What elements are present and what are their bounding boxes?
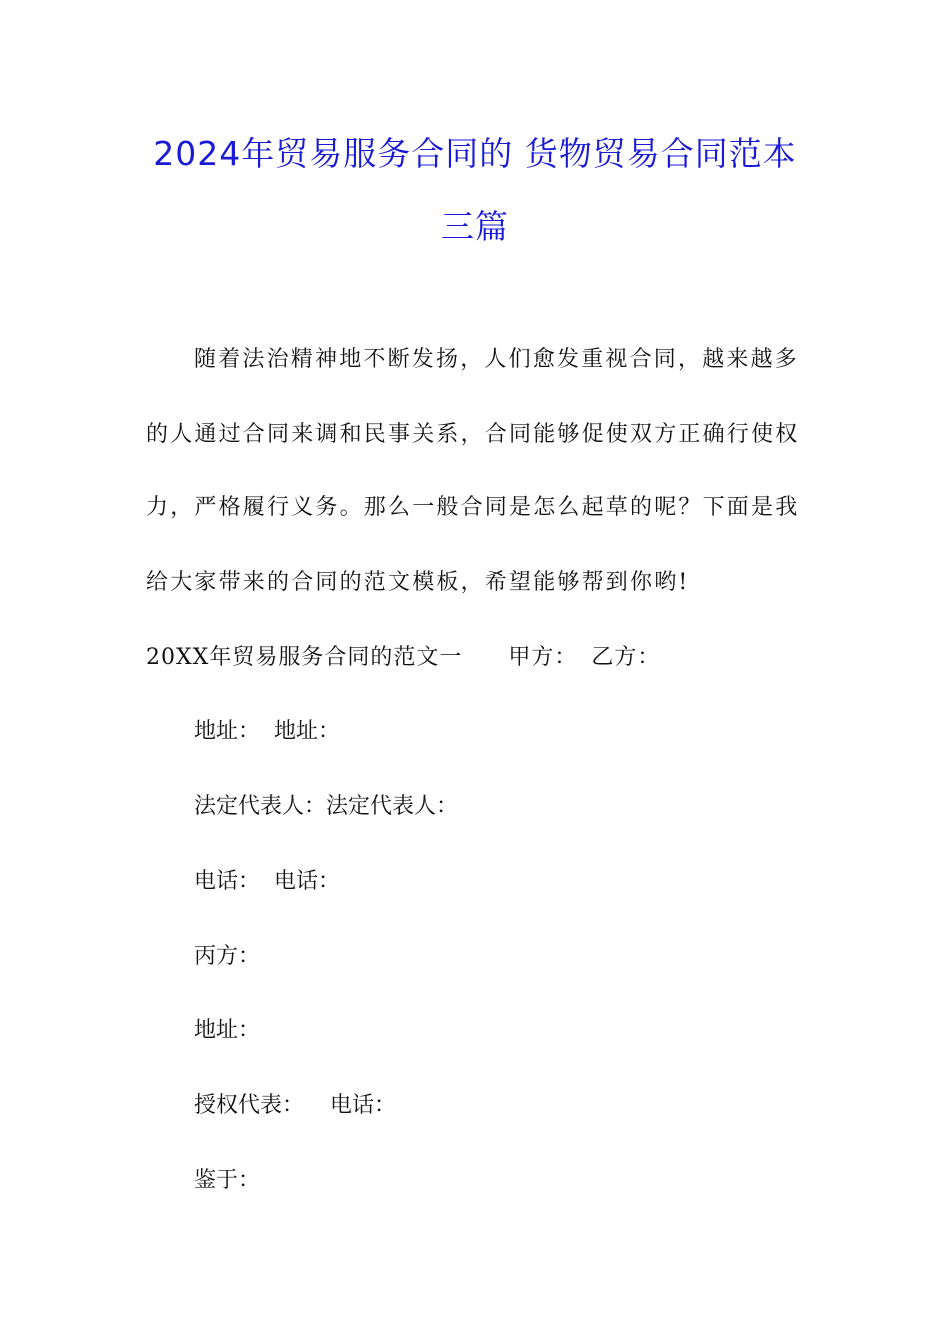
phone-row xyxy=(194,867,340,897)
section-heading: 20XX年贸易服务合同的范文一 xyxy=(146,645,463,670)
authorized-rep-label: 授权代表： xyxy=(194,1093,305,1118)
whereas-label: 鉴于： xyxy=(194,1168,261,1193)
party-a-label: 甲方： xyxy=(508,645,578,670)
address-c-label: 地址： xyxy=(194,1018,261,1043)
authorized-rep-row xyxy=(194,1091,396,1121)
phone-b-label: 电话： xyxy=(274,869,341,894)
intro-paragraph-line-1: 随着法治精神地不断发扬，人们愈发重视合同，越来越多 xyxy=(194,347,800,372)
address-a-label: 地址： xyxy=(194,719,261,744)
address-b-label: 地址： xyxy=(274,719,341,744)
party-c-label: 丙方： xyxy=(194,944,261,969)
address-row xyxy=(194,717,340,747)
legal-rep-row xyxy=(194,792,458,822)
phone-a-label: 电话： xyxy=(194,869,261,894)
legal-rep-b-label: 法定代表人： xyxy=(326,794,459,819)
legal-rep-a-label: 法定代表人： xyxy=(194,794,327,819)
document-title-line-2: 三篇 xyxy=(441,207,509,246)
party-b-label: 乙方： xyxy=(591,645,661,670)
intro-paragraph-line-4: 给大家带来的合同的范文模板，希望能够帮到你哟! xyxy=(146,570,690,595)
phone-c-label: 电话： xyxy=(330,1093,397,1118)
section-heading-row xyxy=(146,643,660,673)
document-title-line-1: 2024年贸易服务合同的 货物贸易合同范本 xyxy=(153,134,797,173)
intro-paragraph-line-2: 的人通过合同来调和民事关系，合同能够促使双方正确行使权 xyxy=(146,422,800,447)
intro-paragraph-line-3: 力，严格履行义务。那么一般合同是怎么起草的呢？下面是我 xyxy=(146,495,800,520)
